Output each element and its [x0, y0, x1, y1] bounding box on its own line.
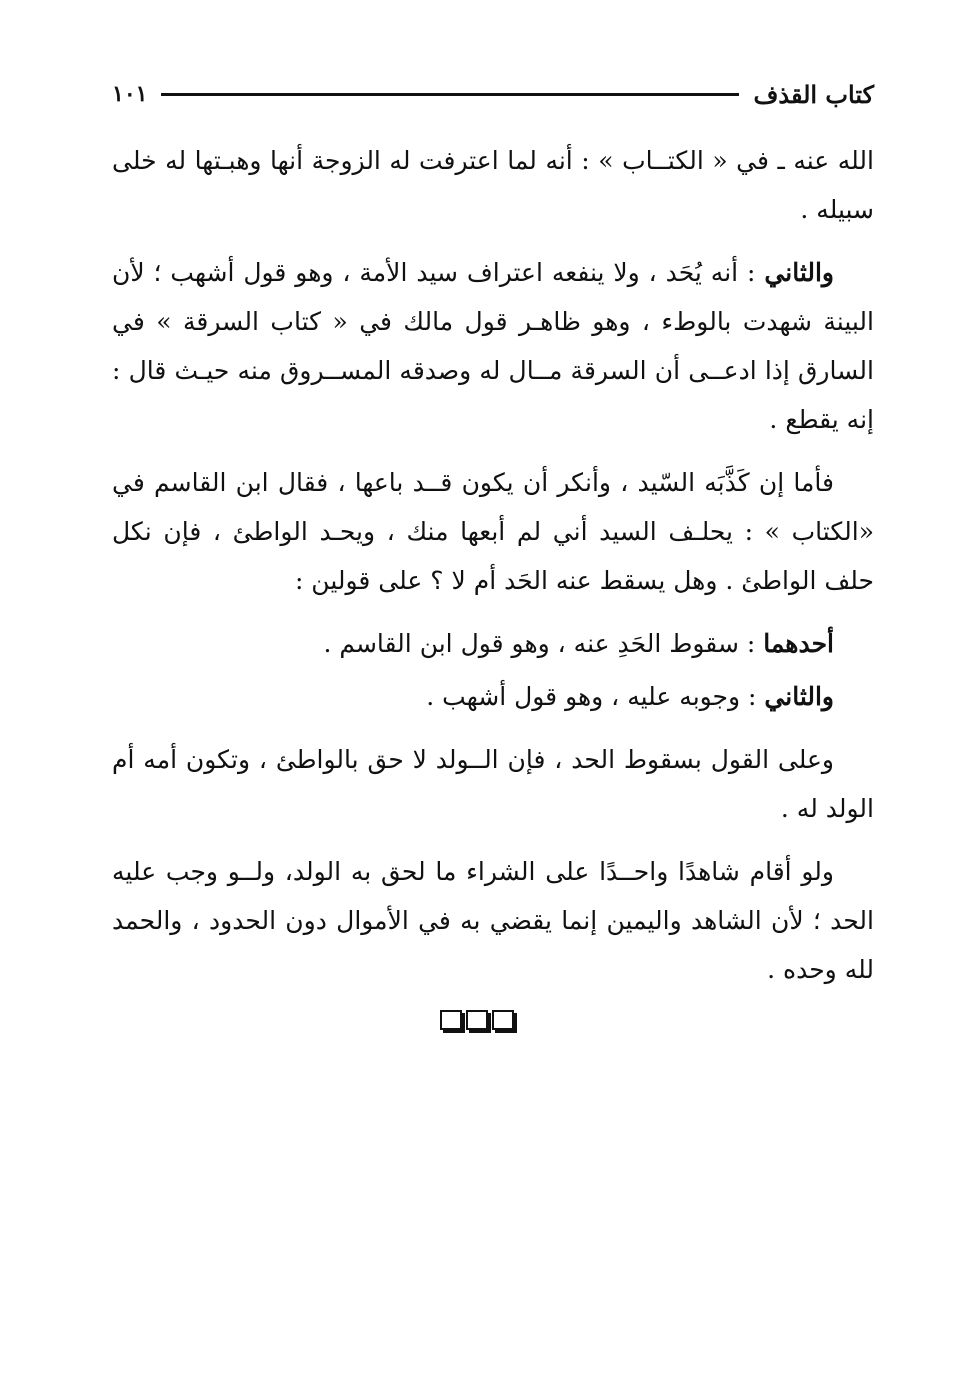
body-text [112, 136, 874, 1008]
chapter-title: كتاب القذف [753, 79, 874, 109]
paragraph-lead: أحدهما [763, 629, 834, 658]
header-rule [161, 93, 739, 96]
paragraph-text: فأما إن كَذَّبَه السّيد ، وأنكر أن يكون قــد باعها ، فقال ابن القاسم في «الكتاب » : يحلـف السيد أني لم أبعها منك ، ويحـد الواطئ ، فإن نكل حلف الواطئ . وهل يسقط عنه الحَد أم لا ؟ على قولين : [112, 468, 874, 595]
page-number: ١٠١ [112, 81, 148, 107]
running-header [112, 78, 874, 110]
paragraph-text: وعلى القول بسقوط الحد ، فإن الــولد لا حق بالواطئ ، وتكون أمه أم الولد له . [112, 745, 874, 823]
paragraph [112, 136, 874, 234]
paragraph [112, 248, 874, 444]
box-ornament-icon [492, 1010, 514, 1030]
paragraph-text: : سقوط الحَدِ عنه ، وهو قول ابن القاسم . [323, 629, 764, 658]
paragraph-lead: والثاني [764, 682, 834, 711]
paragraph [112, 735, 874, 833]
paragraph [112, 672, 874, 721]
paragraph-text: ولو أقام شاهدًا واحــدًا على الشراء ما لحق به الولد، ولــو وجب عليه الحد ؛ لأن الشاهد واليمين إنما يقضي به في الأموال دون الحدود ، والحمد لله وحده . [112, 857, 874, 984]
paragraph [112, 847, 874, 994]
paragraph-text: : أنه يُحَد ، ولا ينفعه اعتراف سيد الأمة ، وهو قول أشهب ؛ لأن البينة شهدت بالوطء ، وهو ظاهـر قول مالك في « كتاب السرقة » في السارق إذا ادعــى أن السرقة مــال له وصدقه المســروق منه حيـث قال : إنه يقطع . [112, 258, 874, 434]
paragraph-text: الله عنه ـ في « الكتــاب » : أنه لما اعترفت له الزوجة أنها وهبـتها له خلى سبيله . [112, 146, 874, 224]
paragraph [112, 619, 874, 668]
box-ornament-icon [440, 1010, 462, 1030]
paragraph-text: : وجوبه عليه ، وهو قول أشهب . [426, 682, 765, 711]
paragraph-lead: والثاني [764, 258, 834, 287]
box-ornament-icon [466, 1010, 488, 1030]
paragraph [112, 458, 874, 605]
end-of-section-boxes-icon [427, 1008, 527, 1034]
